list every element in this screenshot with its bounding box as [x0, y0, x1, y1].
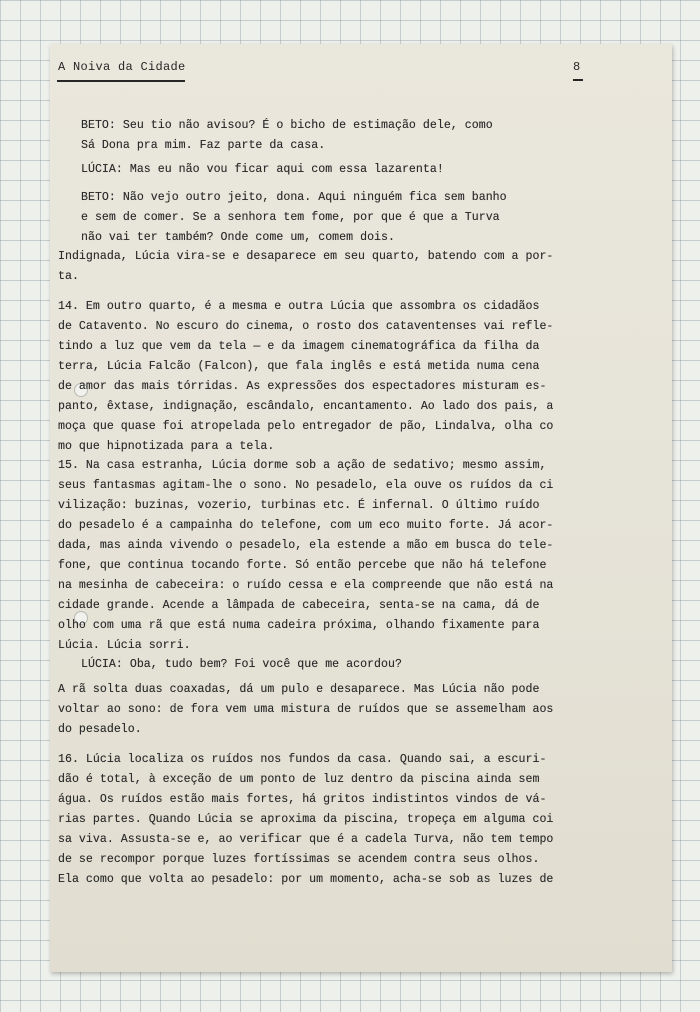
text-line: vilização: buzinas, vozerio, turbinas etc. É infernal. O último ruído	[58, 499, 540, 512]
text-line: água. Os ruídos estão mais fortes, há gritos indistintos vindos de vá-	[58, 793, 547, 806]
text-line: na mesinha de cabeceira: o ruído cessa e ela compreende que não está na	[58, 579, 554, 592]
text-line: panto, êxtase, indignação, escândalo, encantamento. Ao lado dos pais, a	[58, 400, 554, 413]
text-line: LÚCIA: Oba, tudo bem? Foi você que me acordou?	[81, 658, 402, 671]
text-line: de amor das mais tórridas. As expressões dos espectadores misturam es-	[58, 380, 547, 393]
scene-paragraph	[58, 680, 593, 740]
text-line: 14. Em outro quarto, é a mesma e outra Lúcia que assombra os cidadãos	[58, 300, 540, 313]
text-line: mo que hipnotizada para a tela.	[58, 440, 275, 453]
page-number-underline	[573, 79, 583, 81]
text-line: fone, que continua tocando forte. Só então percebe que não há telefone	[58, 559, 547, 572]
text-line: moça que quase foi atropelada pelo entregador de pão, Lindalva, olha co	[58, 420, 554, 433]
title-underline	[57, 80, 185, 82]
dialogue-paragraph	[58, 655, 616, 675]
text-line: Ela como que volta ao pesadelo: por um momento, acha-se sob as luzes de	[58, 873, 554, 886]
text-line: Lúcia. Lúcia sorri.	[58, 639, 191, 652]
text-line: dão é total, à exceção de um ponto de luz dentro da piscina ainda sem	[58, 773, 540, 786]
text-line: do pesadelo.	[58, 723, 142, 736]
text-line: Indignada, Lúcia vira-se e desaparece em seu quarto, batendo com a por-	[58, 250, 554, 263]
text-line: terra, Lúcia Falcão (Falcon), que fala inglês e está metida numa cena	[58, 360, 540, 373]
text-line: A rã solta duas coaxadas, dá um pulo e desaparece. Mas Lúcia não pode	[58, 683, 540, 696]
dialogue-paragraph	[58, 188, 616, 248]
dialogue-paragraph	[58, 116, 616, 156]
text-line: LÚCIA: Mas eu não vou ficar aqui com essa lazarenta!	[81, 163, 444, 176]
text-line: BETO: Seu tio não avisou? É o bicho de estimação dele, como	[81, 119, 493, 132]
text-line: tindo a luz que vem da tela — e da imagem cinematográfica da filha da	[58, 340, 540, 353]
text-line: e sem de comer. Se a senhora tem fome, por que é que a Turva	[81, 211, 500, 224]
text-line: 16. Lúcia localiza os ruídos nos fundos da casa. Quando sai, a escuri-	[58, 753, 547, 766]
document-title: A Noiva da Cidade	[58, 60, 186, 74]
dialogue-paragraph	[58, 160, 616, 180]
scene-paragraph	[58, 297, 593, 457]
scene-paragraph	[58, 456, 593, 656]
page-number: 8	[573, 60, 581, 74]
text-line: voltar ao sono: de fora vem uma mistura de ruídos que se assemelham aos	[58, 703, 554, 716]
text-line: não vai ter também? Onde come um, comem dois.	[81, 231, 395, 244]
text-line: cidade grande. Acende a lâmpada de cabeceira, senta-se na cama, dá de	[58, 599, 540, 612]
text-line: 15. Na casa estranha, Lúcia dorme sob a ação de sedativo; mesmo assim,	[58, 459, 547, 472]
text-line: olho com uma rã que está numa cadeira próxima, olhando fixamente para	[58, 619, 540, 632]
text-line: de Catavento. No escuro do cinema, o rosto dos cataventenses vai refle-	[58, 320, 554, 333]
text-line: dada, mas ainda vivendo o pesadelo, ela estende a mão em busca do tele-	[58, 539, 554, 552]
text-line: seus fantasmas agitam-lhe o sono. No pesadelo, ela ouve os ruídos da ci	[58, 479, 554, 492]
text-line: sa viva. Assusta-se e, ao verificar que é a cadela Turva, não tem tempo	[58, 833, 554, 846]
text-line: ta.	[58, 270, 79, 283]
scene-paragraph	[58, 750, 593, 890]
text-line: BETO: Não vejo outro jeito, dona. Aqui ninguém fica sem banho	[81, 191, 507, 204]
text-line: Sá Dona pra mim. Faz parte da casa.	[81, 139, 326, 152]
text-line: de se recompor porque luzes fortíssimas se acendem contra seus olhos.	[58, 853, 540, 866]
scene-paragraph	[58, 247, 593, 287]
text-line: rias partes. Quando Lúcia se aproxima da piscina, tropeça em alguma coi	[58, 813, 554, 826]
text-line: do pesadelo é a campainha do telefone, com um eco muito forte. Já acor-	[58, 519, 554, 532]
